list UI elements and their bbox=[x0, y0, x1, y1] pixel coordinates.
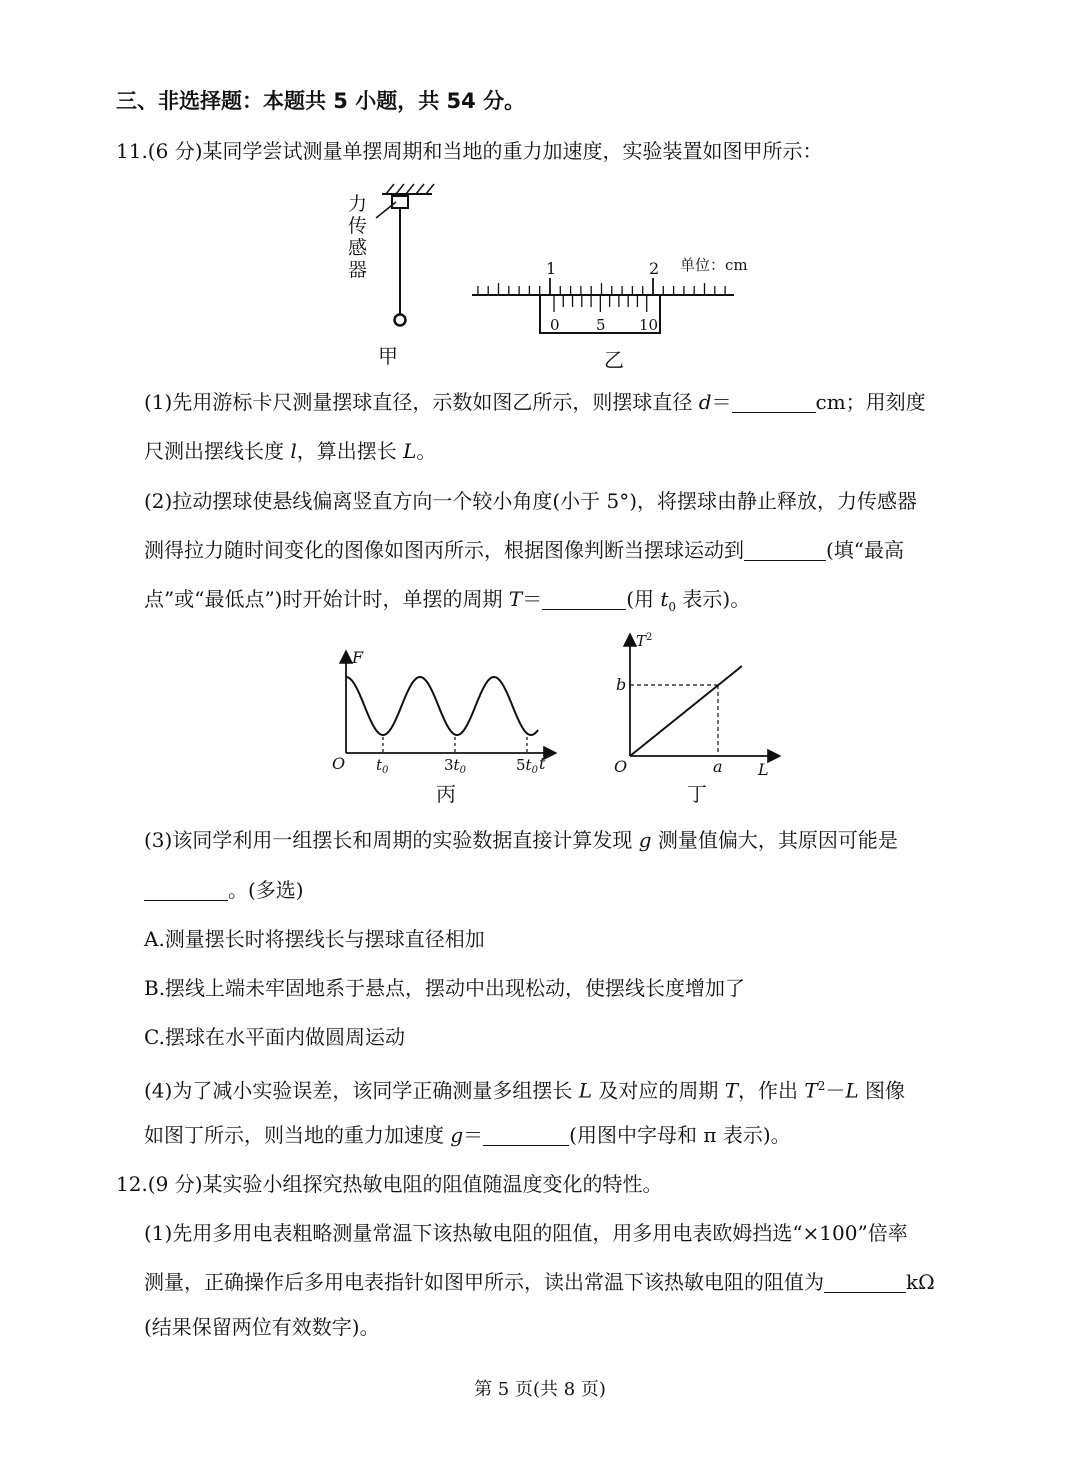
vernier-label-10: 10 bbox=[639, 316, 659, 334]
q12-p1-line2: 测量，正确操作后多用电表指针如图甲所示，读出常温下该热敏电阻的阻值为 kΩ bbox=[144, 1270, 935, 1294]
bing-origin: O bbox=[332, 754, 346, 773]
bing-tick-5t0: $5t_0$ bbox=[516, 756, 538, 776]
figure-ding-graph bbox=[608, 628, 788, 778]
q12-stem: 12.(9 分)某实验小组探究热敏电阻的阻值随温度变化的特性。 bbox=[116, 1172, 663, 1196]
answer-blank-multi[interactable] bbox=[144, 880, 228, 901]
ding-line bbox=[630, 666, 742, 756]
figure-jia-pendulum bbox=[340, 180, 440, 340]
main-scale-ticks bbox=[478, 278, 725, 295]
answer-blank-position[interactable] bbox=[744, 540, 826, 561]
answer-blank-resistance[interactable] bbox=[824, 1272, 906, 1293]
sensor-char-1: 力 bbox=[348, 193, 368, 215]
q11-p4-line1: (4)为了减小实验误差，该同学正确测量多组摆长 L 及对应的周期 T，作出 $T^2-L$ 图像 bbox=[144, 1078, 906, 1103]
sensor-char-4: 器 bbox=[348, 259, 368, 281]
figure-bing-caption: 丙 bbox=[436, 782, 456, 806]
figure-jia-caption: 甲 bbox=[378, 344, 398, 368]
sensor-char-3: 感 bbox=[348, 237, 368, 259]
answer-blank-d[interactable] bbox=[732, 392, 816, 413]
q11-p2-line3: 点”或“最低点”)时开始计时，单摆的周期 T＝ (用 $t_0$ 表示)。 bbox=[144, 587, 751, 614]
q11-stem: 11.(6 分)某同学尝试测量单摆周期和当地的重力加速度，实验装置如图甲所示： bbox=[116, 139, 823, 163]
bing-force-curve bbox=[346, 677, 538, 735]
q11-p3-line1: (3)该同学利用一组摆长和周期的实验数据直接计算发现 g 测量值偏大，其原因可能是 bbox=[144, 828, 898, 852]
ding-origin: O bbox=[614, 757, 628, 776]
q11-p2-line1: (2)拉动摆球使悬线偏离竖直方向一个较小角度(小于 5°)，将摆球由静止释放，力传感器 bbox=[144, 489, 918, 513]
q11-p1-line2: 尺测出摆线长度 l，算出摆长 L。 bbox=[144, 439, 437, 463]
option-c: C.摆球在水平面内做圆周运动 bbox=[144, 1025, 405, 1049]
figure-bing-graph bbox=[326, 645, 566, 780]
ding-x-label: L bbox=[758, 760, 769, 778]
ding-point-b: b bbox=[616, 675, 627, 694]
bing-x-label: t bbox=[539, 754, 546, 773]
q11-p3-line2: 。(多选) bbox=[144, 876, 304, 904]
q12-p1-line3: (结果保留两位有效数字)。 bbox=[144, 1315, 380, 1339]
option-b: B.摆线上端未牢固地系于悬点，摆动中出现松动，使摆线长度增加了 bbox=[144, 976, 746, 1000]
bing-tick-t0: $t_0$ bbox=[376, 756, 389, 776]
pendulum-bob bbox=[395, 315, 406, 326]
q12-p1-line1: (1)先用多用电表粗略测量常温下该热敏电阻的阻值，用多用电表欧姆挡选“×100”倍率 bbox=[144, 1221, 908, 1245]
answer-blank-g[interactable] bbox=[483, 1125, 569, 1146]
figure-yi-caption: 乙 bbox=[604, 348, 624, 372]
main-label-1: 1 bbox=[546, 259, 557, 278]
q11-p4-line2: 如图丁所示，则当地的重力加速度 g＝ (用图中字母和 π 表示)。 bbox=[144, 1123, 791, 1147]
answer-blank-period[interactable] bbox=[542, 589, 626, 610]
main-label-2: 2 bbox=[649, 259, 660, 278]
section-title: 三、非选择题：本题共 5 小题，共 54 分。 bbox=[116, 89, 526, 113]
vernier-ticks bbox=[554, 295, 647, 312]
sensor-char-2: 传 bbox=[348, 215, 368, 237]
q11-p2-line2: 测得拉力随时间变化的图像如图丙所示，根据图像判断当摆球运动到 (填“最高 bbox=[144, 538, 905, 562]
force-sensor-box bbox=[392, 196, 408, 208]
bing-tick-3t0: $3t_0$ bbox=[444, 756, 466, 776]
q11-p1-line1: (1)先用游标卡尺测量摆球直径，示数如图乙所示，则摆球直径 d＝ cm；用刻度 bbox=[144, 390, 926, 414]
ding-y-label: $T^2$ bbox=[636, 632, 653, 650]
vernier-label-5: 5 bbox=[596, 316, 606, 334]
option-a: A.测量摆长时将摆线长与摆球直径相加 bbox=[144, 927, 485, 951]
figure-ding-caption: 丁 bbox=[687, 782, 707, 806]
page-footer: 第 5 页(共 8 页) bbox=[474, 1379, 606, 1400]
unit-label: 单位：cm bbox=[680, 256, 748, 274]
bing-y-label: F bbox=[352, 648, 364, 667]
ding-point-a: a bbox=[713, 757, 723, 776]
ceiling-hatch bbox=[386, 184, 394, 194]
vernier-label-0: 0 bbox=[550, 316, 560, 334]
figure-yi-vernier bbox=[468, 250, 768, 340]
